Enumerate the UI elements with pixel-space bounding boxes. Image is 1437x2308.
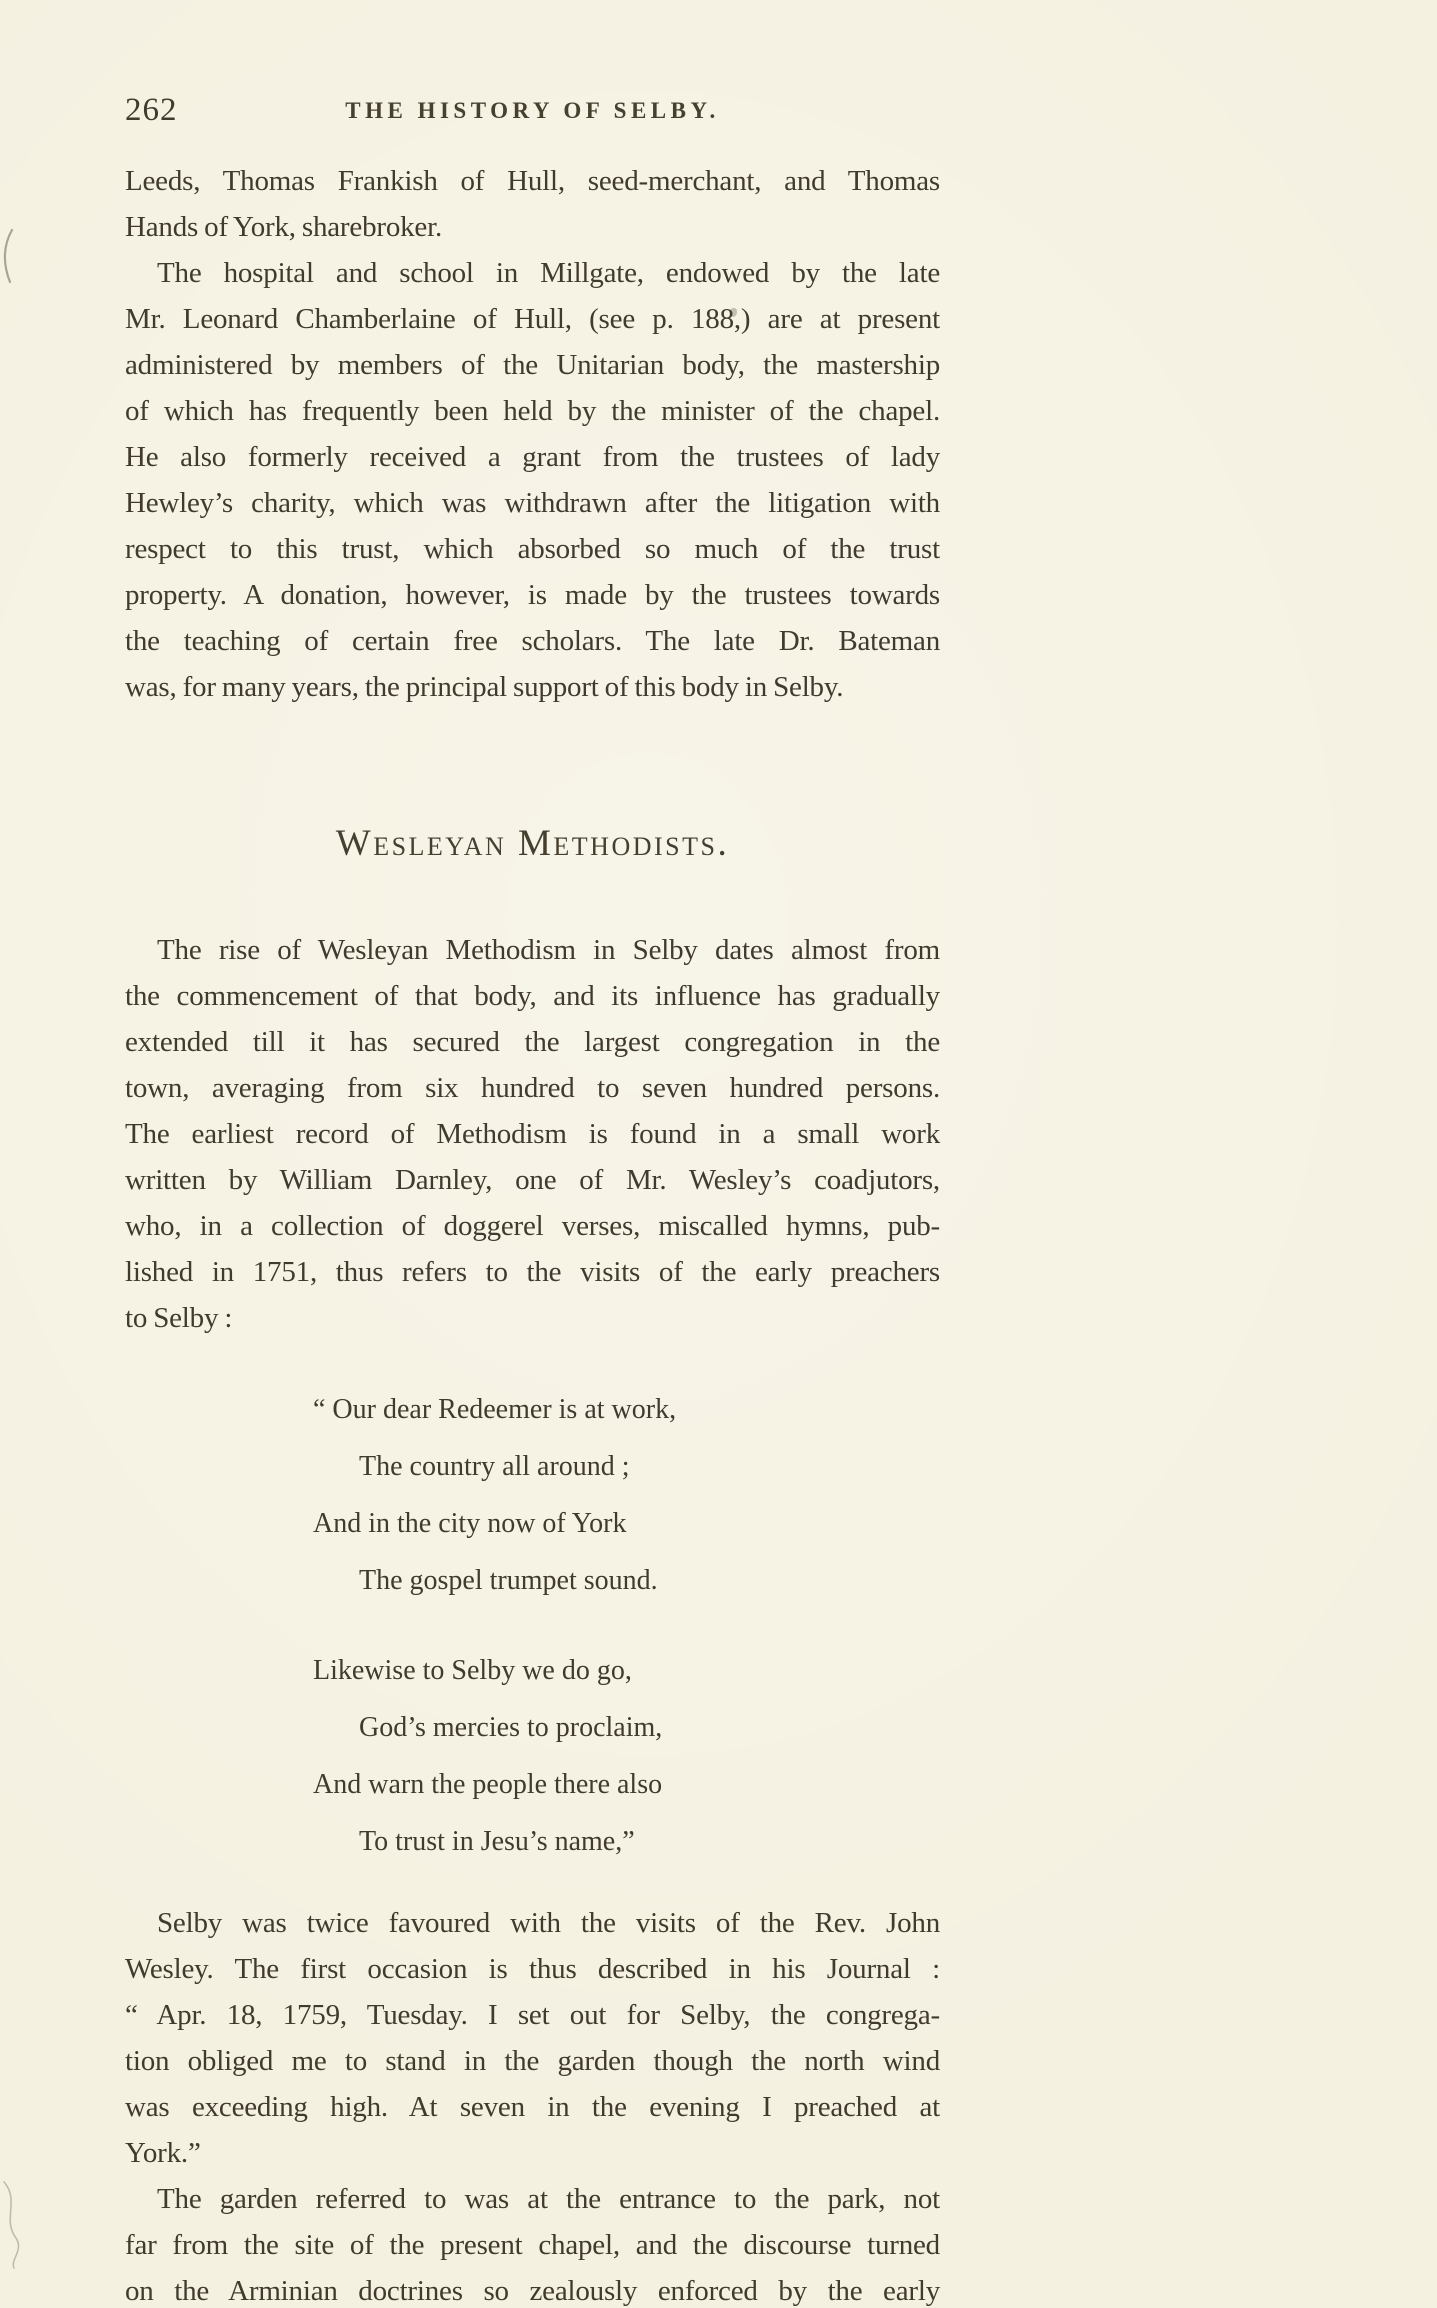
text-line: The country all around ; [359, 1451, 630, 1482]
text-line: of which has frequently been held by the minister of the chapel. [125, 395, 940, 427]
paragraph-garden [125, 2176, 940, 2308]
text-line: And in the city now of York [313, 1508, 627, 1539]
page-number: 262 [125, 92, 178, 128]
section-heading: Wesleyan Methodists. [335, 823, 730, 864]
paragraph-wesley-visits [125, 1900, 940, 2176]
text-line: was, for many years, the principal support of this body in Selby. [125, 671, 844, 703]
text-line: God’s mercies to proclaim, [359, 1712, 663, 1743]
text-line: extended till it has secured the largest congregation in the [125, 1026, 940, 1058]
paragraph-continuation [125, 158, 940, 250]
text-line: Hands of York, sharebroker. [125, 211, 443, 243]
text-line: respect to this trust, which absorbed so much of the trust [125, 533, 940, 565]
text-line: Likewise to Selby we do go, [313, 1655, 632, 1686]
text-line: the teaching of certain free scholars. The late Dr. Bateman [125, 625, 940, 657]
text-line: York.” [125, 2137, 201, 2169]
paper-fiber [0, 2180, 26, 2270]
stanza-2 [313, 1642, 940, 1870]
text-line: Wesley. The first occasion is thus described in his Journal : [125, 1953, 940, 1985]
text-line: who, in a collection of doggerel verses, miscalled hymns, pub- [125, 1210, 940, 1242]
running-title: THE HISTORY OF SELBY. [345, 98, 720, 123]
text-line: To trust in Jesu’s name,” [359, 1826, 635, 1857]
text-line: And warn the people there also [313, 1769, 663, 1800]
text-line: Selby was twice favoured with the visits of the Rev. John [157, 1907, 940, 1939]
text-line: written by William Darnley, one of Mr. Wesley’s coadjutors, [125, 1164, 940, 1196]
text-line: The earliest record of Methodism is found in a small work [125, 1118, 940, 1150]
text-line: the commencement of that body, and its influence has gradually [125, 980, 940, 1012]
text-line: The hospital and school in Millgate, endowed by the late [157, 257, 940, 289]
text-line: administered by members of the Unitarian body, the mastership [125, 349, 940, 381]
stanza-1 [313, 1381, 940, 1609]
text-line: “ Apr. 18, 1759, Tuesday. I set out for Selby, the congrega- [125, 1999, 940, 2031]
text-line: tion obliged me to stand in the garden though the north wind [125, 2045, 940, 2077]
text-line: Mr. Leonard Chamberlaine of Hull, (see p. 188,) are at present [125, 303, 940, 335]
hymn-verses [125, 1381, 940, 1870]
text-line: lished in 1751, thus refers to the visits of the early preachers [125, 1256, 940, 1288]
text-line: The garden referred to was at the entrance to the park, not [157, 2183, 940, 2215]
text-block [125, 0, 940, 2308]
paragraph-hospital-school [125, 250, 940, 710]
text-line: on the Arminian doctrines so zealously enforced by the early [125, 2275, 940, 2307]
page-header [125, 92, 940, 132]
margin-pen-mark [0, 228, 18, 284]
text-line: far from the site of the present chapel, and the discourse turned [125, 2229, 940, 2261]
text-line: property. A donation, however, is made by the trustees towards [125, 579, 940, 611]
text-line: Leeds, Thomas Frankish of Hull, seed-merchant, and Thomas [125, 165, 940, 197]
text-line: The rise of Wesleyan Methodism in Selby dates almost from [157, 934, 940, 966]
text-line: He also formerly received a grant from the trustees of lady [125, 441, 940, 473]
text-line: “ Our dear Redeemer is at work, [313, 1394, 677, 1425]
paragraph-rise-of-methodism [125, 927, 940, 1341]
text-line: The gospel trumpet sound. [359, 1565, 658, 1596]
text-line: Hewley’s charity, which was withdrawn after the litigation with [125, 487, 940, 519]
text-line: was exceeding high. At seven in the evening I preached at [125, 2091, 940, 2123]
text-line: to Selby : [125, 1302, 233, 1334]
text-line: town, averaging from six hundred to seven hundred persons. [125, 1072, 940, 1104]
